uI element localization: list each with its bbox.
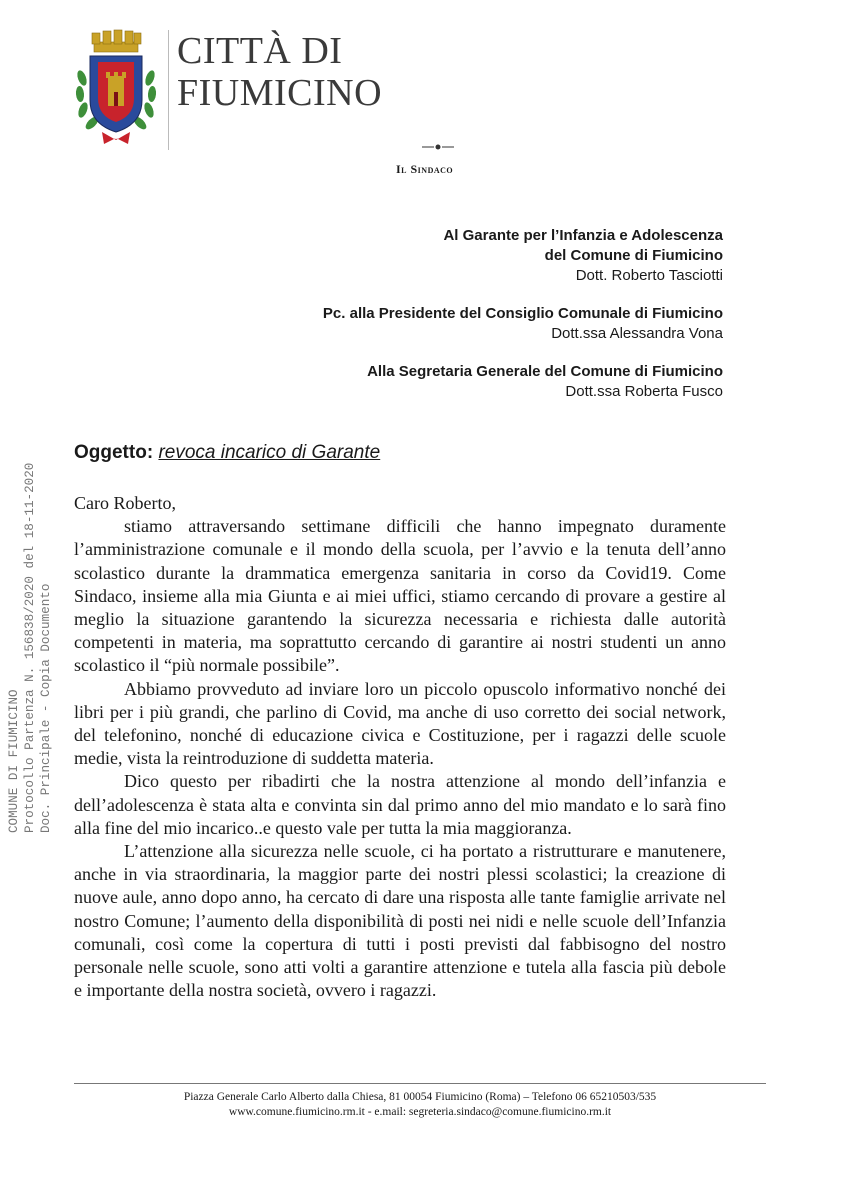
protocol-stamp [6,463,54,833]
city-title-line1: CITTÀ DI [177,30,343,72]
recipient-line: Alla Segretaria Generale del Comune di Fiumicino [367,363,723,380]
protocol-stamp-line: COMUNE DI FIUMICINO [7,689,21,833]
ornament-divider-icon [422,143,454,151]
subject-label: Oggetto: [74,442,154,463]
recipient-block [367,362,723,402]
paragraph: Abbiamo provveduto ad inviare loro un piccolo opuscolo informativo nonché dei libri per i più grandi, che parlino di Covid, ma anche di uso corretto dei social network, del telefonino, nonché di educazione civica e Costituzione, per i ragazzi delle scuole medie, vista la reintroduzione di suddetta materia. [74,678,726,769]
footer-contacts: www.comune.fiumicino.rm.it - e.mail: segreteria.sindaco@comune.fiumicino.rm.it [228,1106,612,1118]
salutation: Caro Roberto, [74,493,176,513]
recipient-block [443,226,723,286]
letter-body [74,492,726,1002]
paragraph: Dico questo per ribadirti che la nostra attenzione al mondo dell’infanzia e dell’adolescenza è stata alta e convinta sin dal primo anno del mio mandato e lo sarà fino alla fine del mio incarico..e questo vale per tutta la mia maggioranza. [74,771,726,838]
subject-line [74,442,380,464]
recipient-name: Dott.ssa Roberta Fusco [565,383,723,400]
recipient-line: Pc. alla Presidente del Consiglio Comunale di Fiumicino [322,305,723,322]
paragraph: stiamo attraversando settimane difficili che hanno impegnato duramente l’amministrazione comunale e il mondo della scuola, per l’avvio e la tenuta dell’anno scolastico durante la drammatica emergenza sanitaria in corso da Covid19. Come Sindaco, insieme alla mia Giunta e ai miei uffici, stiamo cercando di provare a gestire al meglio la situazione garantendo la sicurezza necessaria e richiesta dalle autorità competenti in materia, ma soprattutto cercando di garantire ai nostri studenti un anno scolastico il “più normale possibile”. [74,516,726,676]
recipient-line: Al Garante per l’Infanzia e Adolescenza [443,227,723,244]
protocol-stamp-line: Doc. Principale - Copia Documento [39,583,53,833]
recipient-name: Dott. Roberto Tasciotti [575,267,723,284]
office-label: Il Sindaco [396,162,454,176]
recipient-line: del Comune di Fiumicino [544,247,723,264]
paragraph: L’attenzione alla sicurezza nelle scuole, ci ha portato a ristrutturare e manutenere, anche in via straordinaria, la maggior parte dei nostri plessi scolastici; la creazione di nuove aule, anno dopo anno, ha cercato di dare una risposta alle tante famiglie arrivate nel nostro Comune; l’aumento della disponibilità di posti nei nidi e nelle scuole dell’Infanzia comunali, così come la copertura di tutti i posti previsti dal fabbisogno del nostro personale nelle scuole, sono atti volti a garantire attenzione e tutela alla fascia più debole e importante della nostra società, ovvero i ragazzi. [74,841,726,1001]
recipient-name: Dott.ssa Alessandra Vona [551,325,723,342]
recipient-block [323,304,723,344]
protocol-stamp-line: Protocollo Partenza N. 156838/2020 del 18-11-2020 [23,462,37,833]
footer-divider [74,1083,766,1084]
city-title [168,30,398,150]
city-title-line2: FIUMICINO [177,72,383,114]
footer-address: Piazza Generale Carlo Alberto dalla Chiesa, 81 00054 Fiumicino (Roma) – Telefono 06 65210503/535 [183,1091,657,1103]
city-coat-of-arms-icon [72,28,160,148]
subject-text: revoca incarico di Garante [158,442,381,463]
